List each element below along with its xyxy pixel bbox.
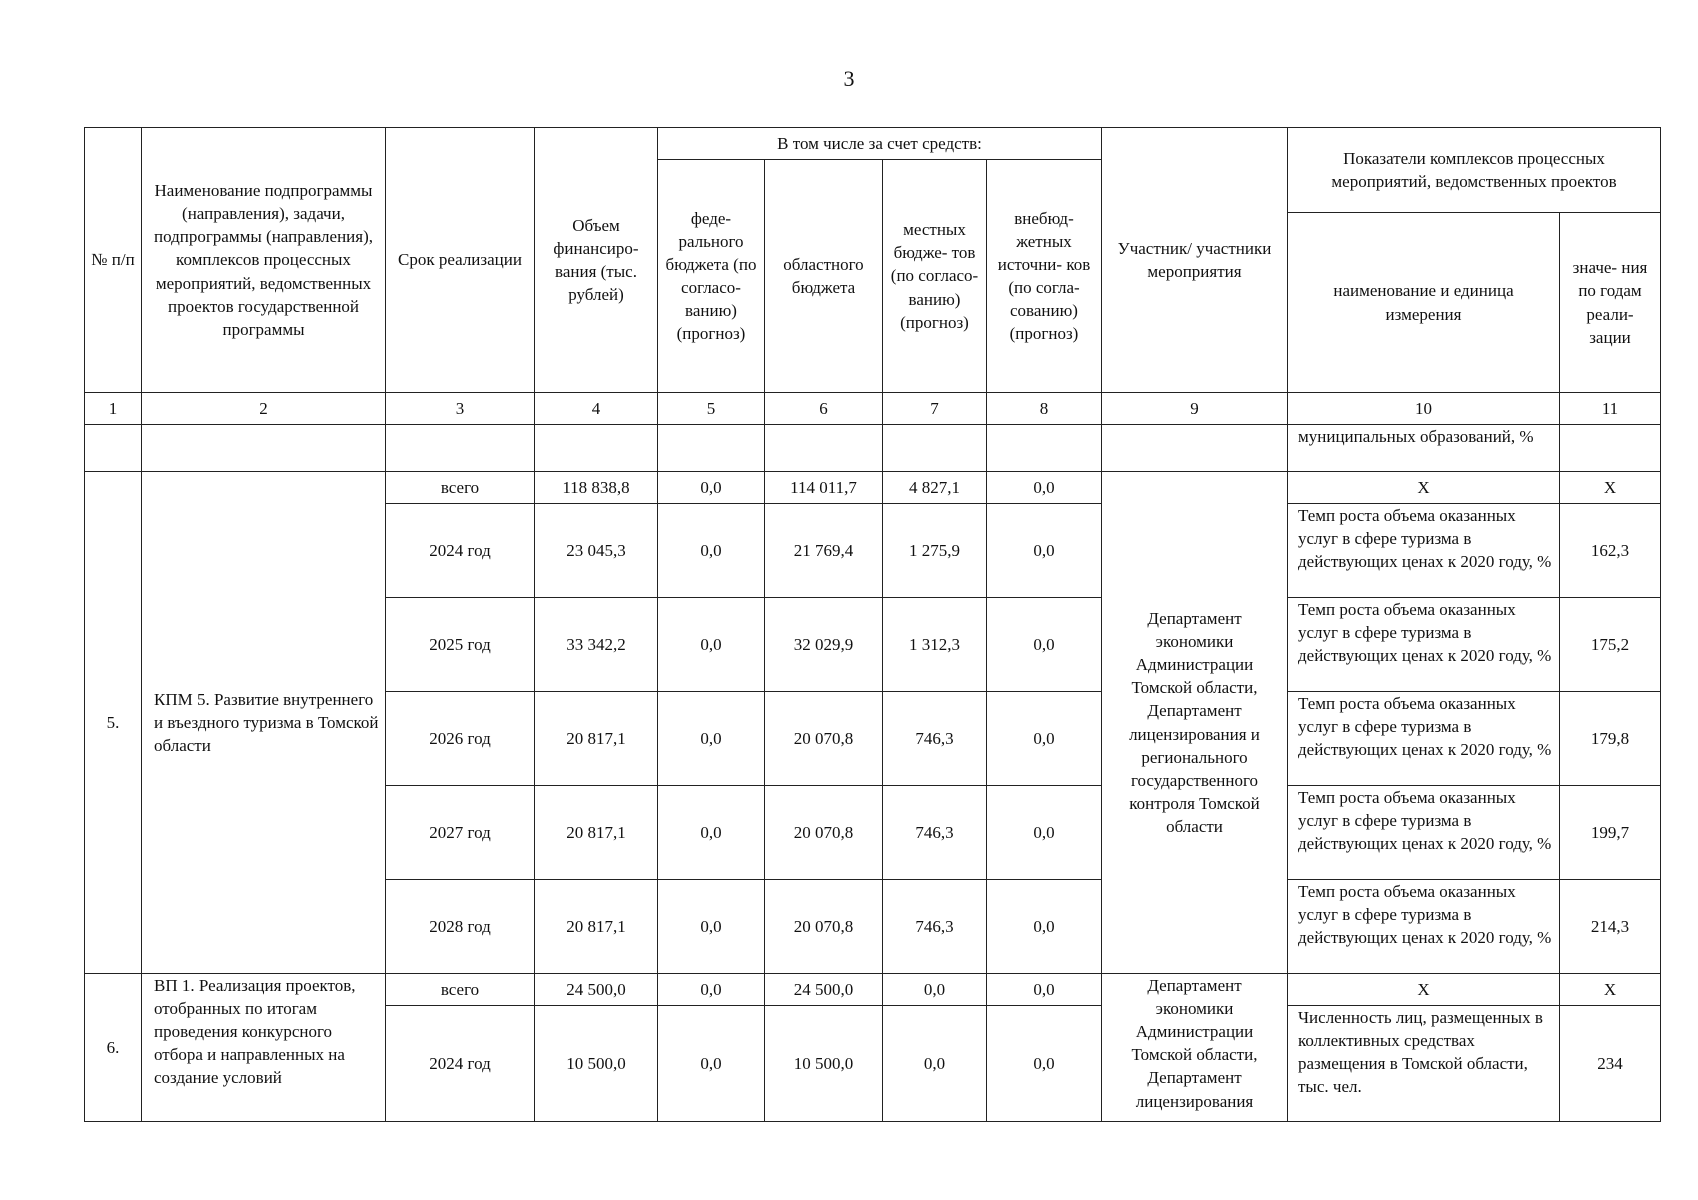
federal-cell: 0,0 — [658, 974, 765, 1006]
column-number: 2 — [142, 393, 386, 425]
column-number: 4 — [535, 393, 658, 425]
federal-cell: 0,0 — [658, 786, 765, 880]
local-cell: 0,0 — [883, 974, 987, 1006]
header-extra: внебюд- жетных источни- ков (по согла- сованию) (прогноз) — [987, 160, 1102, 393]
page-number: 3 — [843, 66, 855, 91]
volume-cell: 20 817,1 — [535, 786, 658, 880]
column-number: 6 — [765, 393, 883, 425]
federal-cell: 0,0 — [658, 880, 765, 974]
empty-cell — [142, 425, 386, 472]
regional-cell: 24 500,0 — [765, 974, 883, 1006]
header-sources-group: В том числе за счет средств: — [658, 128, 1102, 160]
volume-cell: 20 817,1 — [535, 692, 658, 786]
carryover-row — [85, 425, 1661, 472]
volume-cell: 23 045,3 — [535, 504, 658, 598]
column-number: 9 — [1102, 393, 1288, 425]
column-number: 5 — [658, 393, 765, 425]
local-cell: 4 827,1 — [883, 472, 987, 504]
header-indicators-group: Показатели комплексов процессных мероприятий, ведомственных проектов — [1288, 128, 1661, 213]
volume-cell: 33 342,2 — [535, 598, 658, 692]
extra-cell: 0,0 — [987, 786, 1102, 880]
term-cell: 2026 год — [386, 692, 535, 786]
empty-cell — [1102, 425, 1288, 472]
empty-cell — [1560, 425, 1661, 472]
regional-cell: 20 070,8 — [765, 880, 883, 974]
empty-cell — [883, 425, 987, 472]
header-num: № п/п — [85, 128, 142, 393]
header-volume: Объем финансиро- вания (тыс. рублей) — [535, 128, 658, 393]
term-cell: 2025 год — [386, 598, 535, 692]
header-term: Срок реализации — [386, 128, 535, 393]
carryover-indicator: муниципальных образований, % — [1288, 425, 1560, 472]
section-name: КПМ 5. Развитие внутреннего и въездного туризма в Томской области — [142, 472, 386, 974]
program-table — [84, 127, 1661, 1122]
empty-cell — [658, 425, 765, 472]
federal-cell: 0,0 — [658, 598, 765, 692]
extra-cell: 0,0 — [987, 1006, 1102, 1122]
header-regional: областного бюджета — [765, 160, 883, 393]
column-number: 1 — [85, 393, 142, 425]
indicator-cell: Темп роста объема оказанных услуг в сфере туризма в действующих ценах к 2020 году, % — [1288, 598, 1560, 692]
indicator-cell: Х — [1288, 472, 1560, 504]
empty-cell — [987, 425, 1102, 472]
indicator-value: 214,3 — [1560, 880, 1661, 974]
regional-cell: 114 011,7 — [765, 472, 883, 504]
extra-cell: 0,0 — [987, 880, 1102, 974]
column-number: 3 — [386, 393, 535, 425]
volume-cell: 118 838,8 — [535, 472, 658, 504]
participant-cell: Департамент экономики Администрации Томской области, Департамент лицензирования и регионального государственного контроля Томской области — [1102, 472, 1288, 974]
column-number: 11 — [1560, 393, 1661, 425]
volume-cell: 24 500,0 — [535, 974, 658, 1006]
federal-cell: 0,0 — [658, 472, 765, 504]
indicator-value: Х — [1560, 472, 1661, 504]
indicator-cell: Х — [1288, 974, 1560, 1006]
table-row — [85, 974, 1661, 1006]
volume-cell: 20 817,1 — [535, 880, 658, 974]
section-number: 6. — [85, 974, 142, 1122]
column-number: 7 — [883, 393, 987, 425]
column-number: 8 — [987, 393, 1102, 425]
indicator-cell: Численность лиц, размещенных в коллективных средствах размещения в Томской области, тыс. чел. — [1288, 1006, 1560, 1122]
extra-cell: 0,0 — [987, 598, 1102, 692]
indicator-value: 199,7 — [1560, 786, 1661, 880]
term-cell: всего — [386, 472, 535, 504]
column-number-row — [85, 393, 1661, 425]
indicator-cell: Темп роста объема оказанных услуг в сфере туризма в действующих ценах к 2020 году, % — [1288, 786, 1560, 880]
local-cell: 1 275,9 — [883, 504, 987, 598]
header-row-1 — [85, 128, 1661, 160]
federal-cell: 0,0 — [658, 504, 765, 598]
federal-cell: 0,0 — [658, 692, 765, 786]
empty-cell — [535, 425, 658, 472]
extra-cell: 0,0 — [987, 472, 1102, 504]
local-cell: 746,3 — [883, 880, 987, 974]
term-cell: 2024 год — [386, 504, 535, 598]
local-cell: 1 312,3 — [883, 598, 987, 692]
indicator-cell: Темп роста объема оказанных услуг в сфере туризма в действующих ценах к 2020 году, % — [1288, 504, 1560, 598]
header-local: местных бюдже- тов (по согласо- ванию) (прогноз) — [883, 160, 987, 393]
local-cell: 746,3 — [883, 786, 987, 880]
term-cell: 2027 год — [386, 786, 535, 880]
section-name: ВП 1. Реализация проектов, отобранных по итогам проведения конкурсного отбора и направленных на создание условий — [142, 974, 386, 1122]
indicator-value: 179,8 — [1560, 692, 1661, 786]
indicator-cell: Темп роста объема оказанных услуг в сфере туризма в действующих ценах к 2020 году, % — [1288, 692, 1560, 786]
table-row — [85, 472, 1661, 504]
indicator-value: 175,2 — [1560, 598, 1661, 692]
indicator-cell: Темп роста объема оказанных услуг в сфере туризма в действующих ценах к 2020 году, % — [1288, 880, 1560, 974]
empty-cell — [765, 425, 883, 472]
indicator-value: Х — [1560, 974, 1661, 1006]
local-cell: 0,0 — [883, 1006, 987, 1122]
header-name: Наименование подпрограммы (направления), задачи, подпрограммы (направления), комплексов процессных мероприятий, ведомственных проектов государственной программы — [142, 128, 386, 393]
federal-cell: 0,0 — [658, 1006, 765, 1122]
indicator-value: 162,3 — [1560, 504, 1661, 598]
extra-cell: 0,0 — [987, 974, 1102, 1006]
regional-cell: 10 500,0 — [765, 1006, 883, 1122]
header-federal: феде- рального бюджета (по согласо- ванию) (прогноз) — [658, 160, 765, 393]
section-number: 5. — [85, 472, 142, 974]
column-number: 10 — [1288, 393, 1560, 425]
header-participant: Участник/ участники мероприятия — [1102, 128, 1288, 393]
extra-cell: 0,0 — [987, 692, 1102, 786]
regional-cell: 20 070,8 — [765, 692, 883, 786]
regional-cell: 20 070,8 — [765, 786, 883, 880]
indicator-value: 234 — [1560, 1006, 1661, 1122]
header-indicator-name: наименование и единица измерения — [1288, 213, 1560, 393]
regional-cell: 21 769,4 — [765, 504, 883, 598]
participant-cell: Департамент экономики Администрации Томской области, Департамент лицензирования — [1102, 974, 1288, 1122]
regional-cell: 32 029,9 — [765, 598, 883, 692]
empty-cell — [85, 425, 142, 472]
extra-cell: 0,0 — [987, 504, 1102, 598]
term-cell: всего — [386, 974, 535, 1006]
empty-cell — [386, 425, 535, 472]
term-cell: 2028 год — [386, 880, 535, 974]
volume-cell: 10 500,0 — [535, 1006, 658, 1122]
header-indicator-value: значе- ния по годам реали- зации — [1560, 213, 1661, 393]
term-cell: 2024 год — [386, 1006, 535, 1122]
local-cell: 746,3 — [883, 692, 987, 786]
